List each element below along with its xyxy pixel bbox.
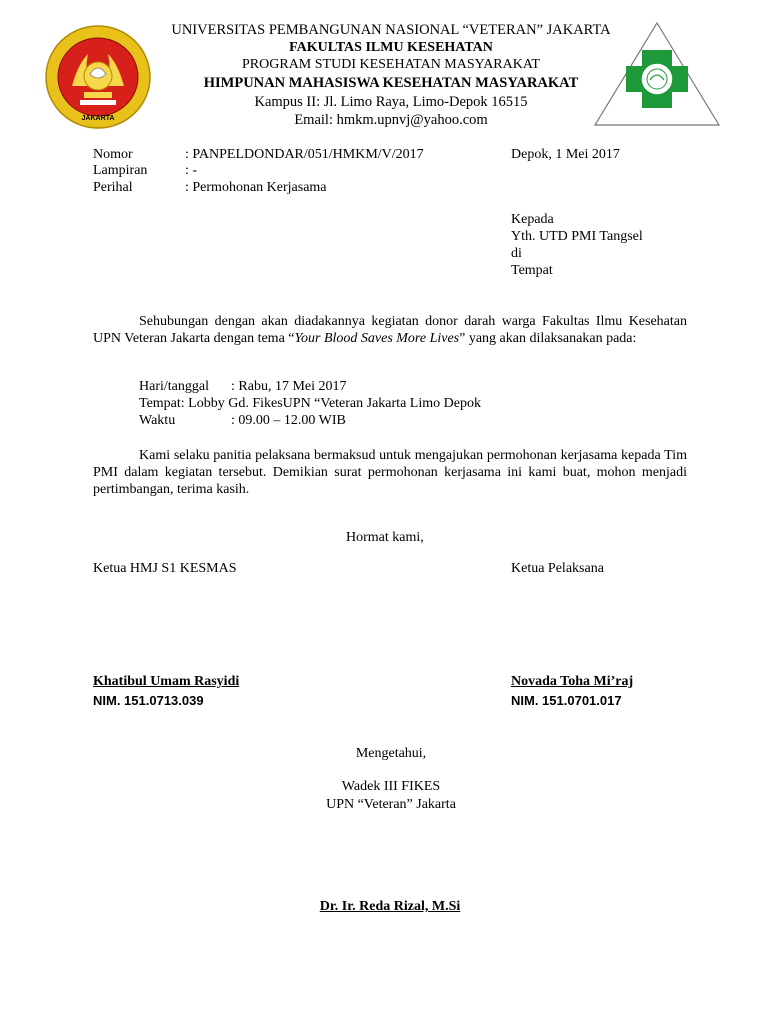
p1-text: Sehubungan dengan akan diadakannya kegiatan donor darah warga Fakultas Ilmu Kesehatan UPN Veteran Jakarta dengan tema “	[93, 314, 687, 346]
upn-name: UPN “Veteran” Jakarta	[326, 797, 456, 812]
lampiran-label: Lampiran	[93, 163, 148, 178]
hari-value: : Rabu, 17 Mei 2017	[231, 379, 347, 394]
nomor-value: : PANPELDONDAR/051/HMKM/V/2017	[185, 147, 424, 162]
p1-text-end: ” yang akan dilaksanakan pada:	[459, 331, 637, 346]
p2-text: Kami selaku panitia pelaksana bermaksud untuk mengajukan permohonan kerjasama kepada Tim PMI dalam kegiatan tersebut. Demikian surat permohonan kerjasama ini kami buat, mohon menjadi pertimbangan, terima kasih.	[93, 448, 687, 497]
address: Kampus II: Jl. Limo Raya, Limo-Depok 16515	[254, 94, 528, 110]
nomor-label: Nomor	[93, 147, 133, 162]
perihal-value: : Permohonan Kerjasama	[185, 180, 327, 195]
association-name: HIMPUNAN MAHASISWA KESEHATAN MASYARAKAT	[203, 75, 579, 91]
faculty-name: FAKULTAS ILMU KESEHATAN	[289, 40, 493, 55]
perihal-label: Perihal	[93, 180, 133, 195]
university-logo	[44, 24, 152, 130]
recipient-tempat: Tempat	[511, 263, 553, 278]
program-name: PROGRAM STUDI KESEHATAN MASYARAKAT	[242, 57, 540, 72]
mengetahui: Mengetahui,	[355, 746, 427, 761]
recipient-di: di	[511, 246, 522, 261]
hormat-kami: Hormat kami,	[346, 530, 424, 545]
letter-date: Depok, 1 Mei 2017	[511, 147, 620, 162]
wadek-title: Wadek III FIKES	[341, 779, 441, 794]
waktu-label: Waktu	[139, 413, 176, 428]
left-signatory-nim: NIM. 151.0713.039	[93, 693, 204, 708]
right-signatory-nim: NIM. 151.0701.017	[511, 693, 622, 708]
body-paragraph-2	[93, 447, 687, 498]
dean-name: Dr. Ir. Reda Rizal, M.Si	[319, 899, 461, 914]
waktu-value: : 09.00 – 12.00 WIB	[231, 413, 346, 428]
recipient-kepada: Kepada	[511, 212, 554, 227]
lampiran-value: : -	[185, 163, 198, 178]
left-signatory-name: Khatibul Umam Rasyidi	[93, 674, 240, 689]
hari-label: Hari/tanggal	[139, 379, 209, 394]
event-theme: Your Blood Saves More Lives	[294, 331, 460, 346]
right-signatory-name: Novada Toha Mi’raj	[511, 674, 634, 689]
svg-text:JAKARTA: JAKARTA	[81, 115, 115, 122]
recipient-name: Yth. UTD PMI Tangsel	[511, 229, 643, 244]
right-signatory-title: Ketua Pelaksana	[511, 561, 604, 576]
email: Email: hmkm.upnvj@yahoo.com	[294, 112, 488, 128]
body-paragraph-1	[93, 313, 687, 347]
left-signatory-title: Ketua HMJ S1 KESMAS	[93, 561, 237, 576]
tempat-line: Tempat: Lobby Gd. FikesUPN “Veteran Jakarta Limo Depok	[139, 396, 481, 411]
university-name: UNIVERSITAS PEMBANGUNAN NASIONAL “VETERAN” JAKARTA	[171, 22, 611, 38]
